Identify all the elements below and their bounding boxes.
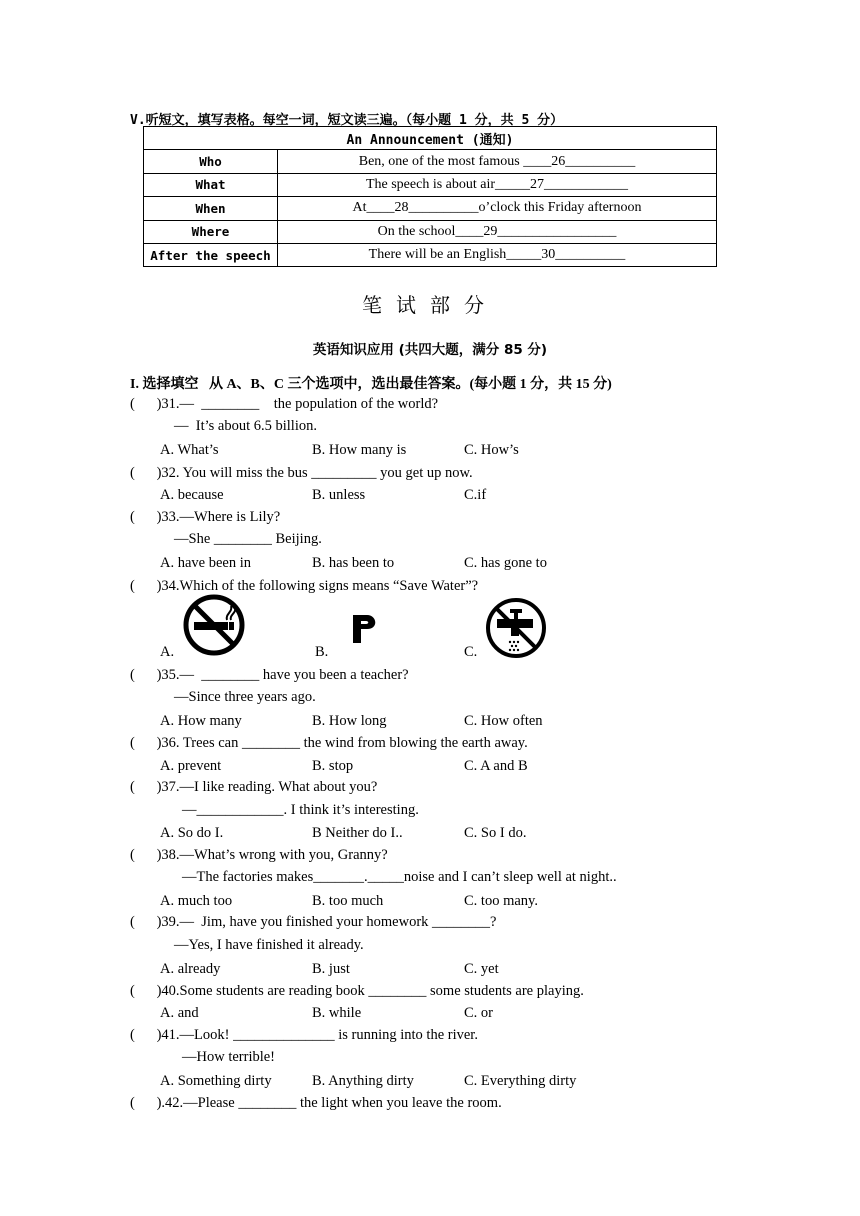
question-stem: ( )36. Trees can ________ the wind from blowing the earth away. xyxy=(130,735,528,751)
no-smoking-sign-icon xyxy=(181,594,247,656)
table-row xyxy=(144,150,717,173)
option-c: C. Everything dirty xyxy=(464,1073,577,1089)
row-label: Who xyxy=(144,150,278,173)
row-value: At____28__________o’clock this Friday afternoon xyxy=(278,197,717,220)
question-line: —How terrible! xyxy=(182,1049,276,1065)
question-line: —Yes, I have finished it already. xyxy=(174,937,364,953)
option-c: C. has gone to xyxy=(464,555,547,571)
option-b: B. xyxy=(315,644,329,660)
row-label: When xyxy=(144,197,278,220)
table-row xyxy=(144,220,717,243)
option-b: B. has been to xyxy=(312,555,395,571)
option-b: B. while xyxy=(312,1005,362,1021)
option-a: A. and xyxy=(160,1005,199,1021)
row-value: The speech is about air_____27____________ xyxy=(278,173,717,196)
option-a: A. So do I. xyxy=(160,825,224,841)
question-stem: ( )38.—What’s wrong with you, Granny? xyxy=(130,847,388,863)
option-c: C. How’s xyxy=(464,442,519,458)
question-stem: ( )34.Which of the following signs means “Save Water”? xyxy=(130,578,479,594)
option-b: B. Anything dirty xyxy=(312,1073,414,1089)
row-value: Ben, one of the most famous ____26__________ xyxy=(278,150,717,173)
question-stem: ( )39.— Jim, have you finished your homework ________? xyxy=(130,914,497,930)
option-c: C. So I do. xyxy=(464,825,527,841)
option-c: C. xyxy=(464,644,478,660)
question-line: — It’s about 6.5 billion. xyxy=(174,418,317,434)
question-stem: ( )37.—I like reading. What about you? xyxy=(130,779,378,795)
option-b: B. just xyxy=(312,961,350,977)
announcement-table xyxy=(143,126,717,267)
table-row xyxy=(144,243,717,266)
no-water-tap-sign-icon xyxy=(483,597,549,659)
option-b: B. stop xyxy=(312,758,354,774)
written-section-subtitle: 英语知识应用 (共四大题，满分 85 分) xyxy=(312,342,548,358)
row-label: Where xyxy=(144,220,278,243)
option-b: B. unless xyxy=(312,487,366,503)
table-row xyxy=(144,197,717,220)
option-a: A. already xyxy=(160,961,221,977)
option-a: A. prevent xyxy=(160,758,222,774)
written-section-title: 笔试部分 xyxy=(362,293,498,317)
row-value: On the school____29_________________ xyxy=(278,220,717,243)
question-stem: ( ).42.—Please ________ the light when you leave the room. xyxy=(130,1095,502,1111)
option-b: B. How long xyxy=(312,713,387,729)
row-label: After the speech xyxy=(144,243,278,266)
option-c: C. How often xyxy=(464,713,543,729)
option-c: C.if xyxy=(464,487,487,503)
option-a: A. Something dirty xyxy=(160,1073,272,1089)
option-b: B Neither do I.. xyxy=(312,825,403,841)
option-c: C. A and B xyxy=(464,758,528,774)
question-line: —She ________ Beijing. xyxy=(174,531,322,547)
question-stem: ( )32. You will miss the bus _________ you get up now. xyxy=(130,465,473,481)
row-label: What xyxy=(144,173,278,196)
option-a: A. have been in xyxy=(160,555,251,571)
question-stem: ( )35.— ________ have you been a teacher? xyxy=(130,667,409,683)
question-line: —Since three years ago. xyxy=(174,689,316,705)
part1-heading: I. 选择填空 从 A、B、C 三个选项中，选出最佳答案。(每小题 1 分，共 15 分) xyxy=(130,377,612,392)
option-a: A. xyxy=(160,644,175,660)
question-stem: ( )40.Some students are reading book ________ some students are playing. xyxy=(130,983,584,999)
option-a: A. because xyxy=(160,487,224,503)
option-a: A. What’s xyxy=(160,442,219,458)
option-b: B. too much xyxy=(312,893,384,909)
option-c: C. or xyxy=(464,1005,493,1021)
question-line: —The factories makes_______._____noise and I can’t sleep well at night.. xyxy=(182,869,617,885)
table-row xyxy=(144,173,717,196)
parking-sign-icon xyxy=(347,613,381,645)
question-line: —____________. I think it’s interesting. xyxy=(182,802,419,818)
question-stem: ( )41.—Look! ______________ is running into the river. xyxy=(130,1027,478,1043)
option-c: C. too many. xyxy=(464,893,538,909)
option-a: A. much too xyxy=(160,893,233,909)
option-a: A. How many xyxy=(160,713,242,729)
option-c: C. yet xyxy=(464,961,499,977)
table-title: An Announcement (通知) xyxy=(144,127,717,150)
option-b: B. How many is xyxy=(312,442,407,458)
question-stem: ( )33.—Where is Lily? xyxy=(130,509,281,525)
listening-heading: V.听短文，填写表格。每空一词，短文读三遍。（每小题 1 分，共 5 分） xyxy=(130,113,564,128)
row-value: There will be an English_____30__________ xyxy=(278,243,717,266)
question-stem: ( )31.— ________ the population of the world? xyxy=(130,396,439,412)
